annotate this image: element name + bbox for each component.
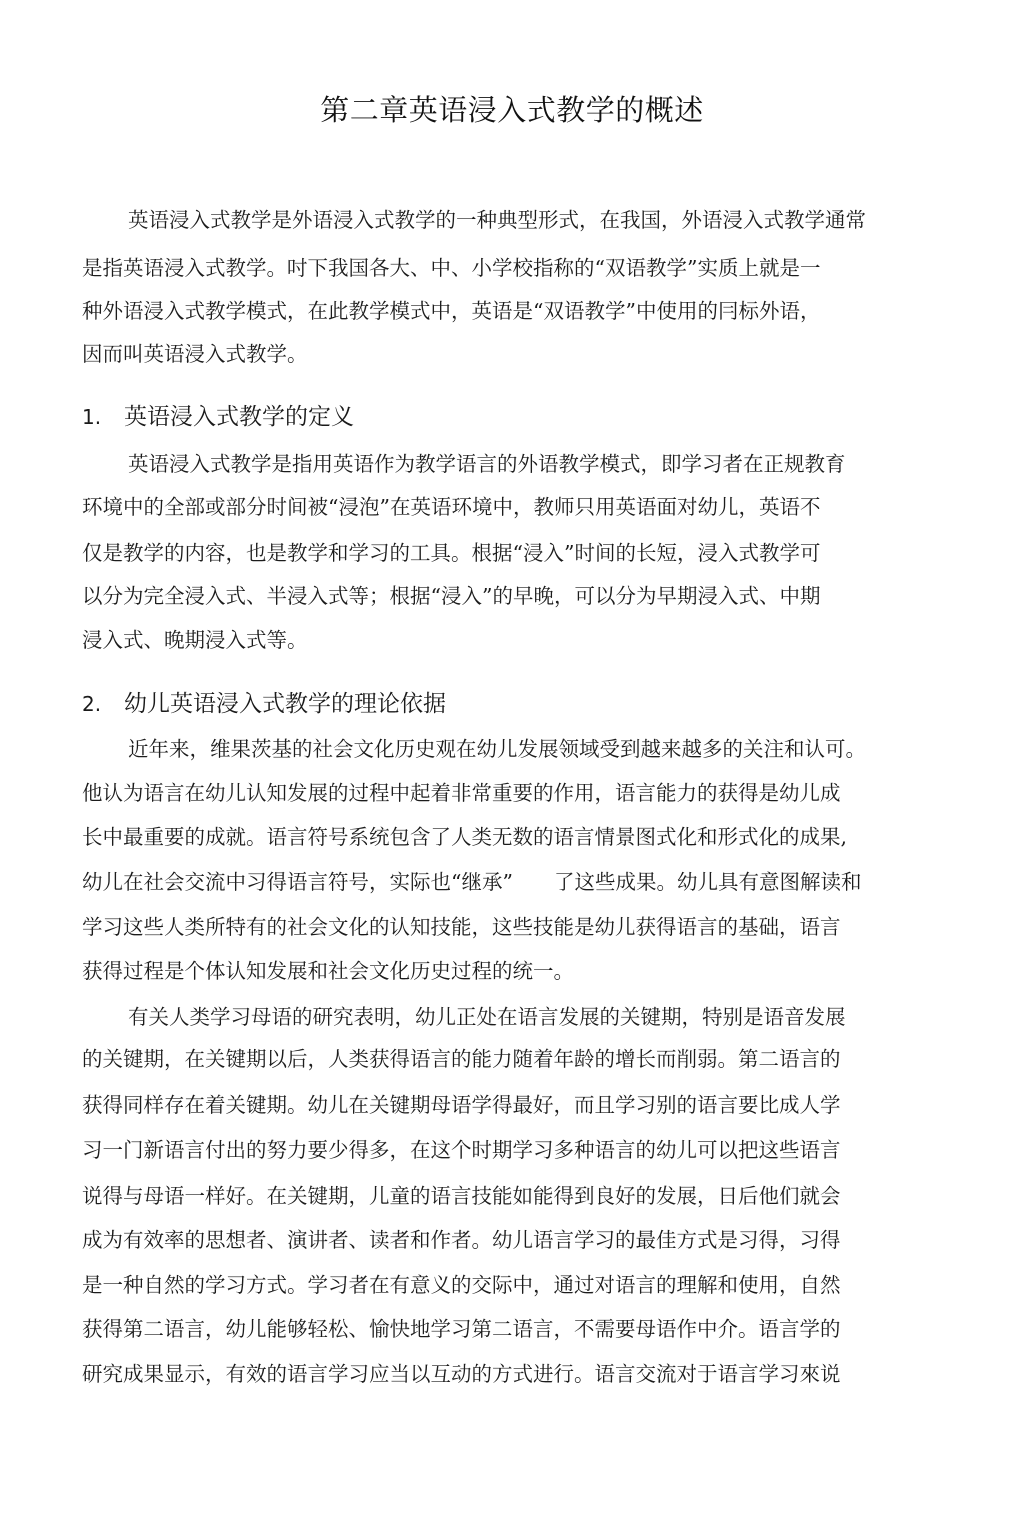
- section-2-para2-line: 获得同样存在着关键期。幼儿在关键期母语学得最好，而且学习别的语言要比成人学: [82, 1093, 841, 1117]
- section-2-para2-line: 有关人类学习母语的研究表明，幼儿正处在语言发展的关键期，特别是语音发展: [128, 1005, 846, 1029]
- page-title: 第二章英语浸入式教学的概述: [320, 93, 704, 127]
- section-1-line: 仅是教学的内容，也是教学和学习的工具。根据“浸入”时间的长短，浸入式教学可: [82, 541, 821, 565]
- section-2-para2-line: 是一种自然的学习方式。学习者在有意义的交际中，通过对语言的理解和使用，自然: [82, 1273, 841, 1297]
- section-2-para2-line: 习一门新语言付出的努力要少得多，在这个时期学习多种语言的幼儿可以把这些语言: [82, 1138, 841, 1162]
- section-1-line: 环境中的全部或部分时间被“浸泡”在英语环境中，教师只用英语面对幼儿，英语不: [82, 495, 821, 519]
- section-2-para2-line: 说得与母语一样好。在关键期，儿童的语言技能如能得到良好的发展，日后他们就会: [82, 1184, 841, 1208]
- section-2-para1-line: 学习这些人类所特有的社会文化的认知技能，这些技能是幼儿获得语言的基础，语言: [82, 915, 841, 939]
- section-2-para2-line: 研究成果显示，有效的语言学习应当以互动的方式进行。语言交流对于语言学习來说: [82, 1362, 841, 1386]
- section-1-line: 英语浸入式教学是指用英语作为教学语言的外语教学模式，即学习者在正规教育: [128, 452, 846, 476]
- section-1-line: 浸入式、晚期浸入式等。: [82, 628, 308, 652]
- section-1-line: 以分为完全浸入式、半浸入式等；根据“浸入”的早晚，可以分为早期浸入式、中期: [82, 584, 821, 608]
- section-2-para2-line: 成为有效率的思想者、演讲者、读者和作者。幼儿语言学习的最佳方式是习得，习得: [82, 1228, 841, 1252]
- section-2-para2-line: 获得第二语言，幼儿能够轻松、愉快地学习第二语言，不需要母语作中介。语言学的: [82, 1317, 841, 1341]
- intro-line: 英语浸入式教学是外语浸入式教学的一种典型形式，在我国，外语浸入式教学通常: [128, 208, 866, 232]
- section-2-number: 2.: [82, 692, 102, 716]
- section-2-para1-line: 他认为语言在幼儿认知发展的过程中起着非常重要的作用，语言能力的获得是幼儿成: [82, 781, 841, 805]
- section-1-number: 1.: [82, 405, 102, 429]
- section-1-title: 英语浸入式教学的定义: [124, 404, 354, 430]
- intro-line: 是指英语浸入式教学。吋下我国各大、中、小学校指称的“双语教学”实质上就是一: [82, 256, 821, 280]
- section-2-para1-line: 近年来，维果茨基的社会文化历史观在幼儿发展领域受到越来越多的关注和认可。: [128, 737, 866, 761]
- intro-line: 因而叫英语浸入式教学。: [82, 342, 308, 366]
- section-2-para1-line: 幼儿在社会交流中习得语言符号，实际也“继承” 了这些成果。幼儿具有意图解读和: [82, 870, 862, 894]
- intro-line: 种外语浸入式教学模式，在此教学模式中，英语是“双语教学”中使用的冃标外语，: [82, 299, 821, 323]
- section-2-para2-line: 的关键期，在关键期以后，人类获得语言的能力随着年龄的增长而削弱。第二语言的: [82, 1047, 841, 1071]
- section-2-title: 幼儿英语浸入式教学的理论依据: [124, 691, 446, 717]
- section-2-para1-line: 长中最重要的成就。语言符号系统包含了人类无数的语言情景图式化和形式化的成果,: [82, 825, 848, 849]
- section-1-heading: [82, 400, 354, 434]
- section-2-para1-line: 获得过程是个体认知发展和社会文化历史过程的统一。: [82, 959, 574, 983]
- section-2-heading: [82, 687, 446, 721]
